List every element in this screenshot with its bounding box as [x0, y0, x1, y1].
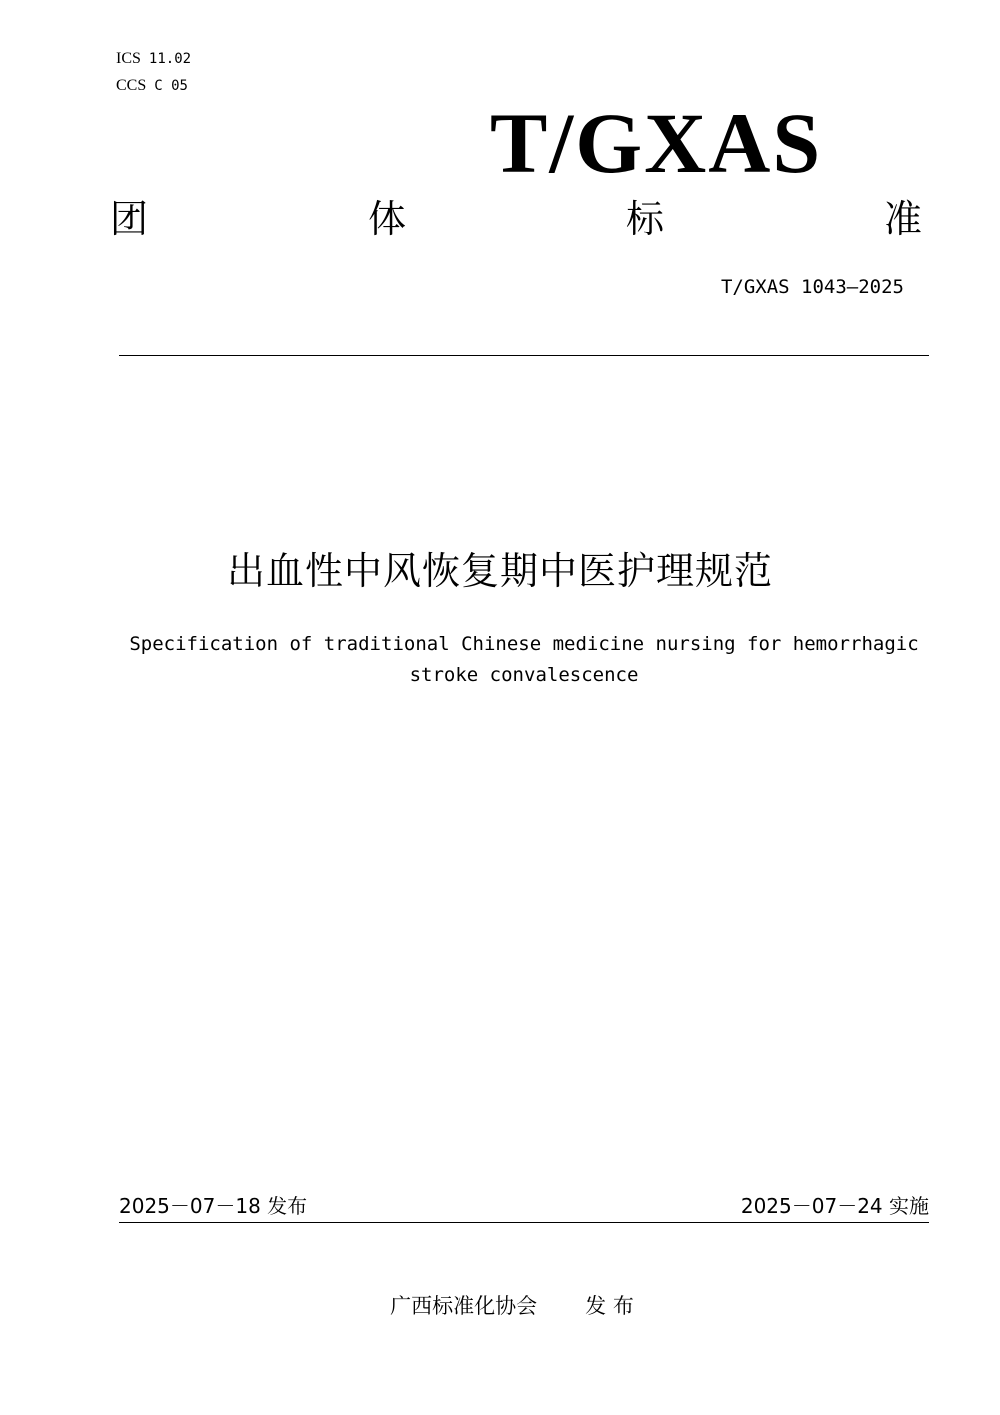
- publisher-line: [0, 1292, 1000, 1320]
- bottom-divider: [119, 1222, 929, 1223]
- english-title-line-1: Specification of traditional Chinese medicine nursing for hemorrhagic: [129, 633, 919, 655]
- english-title-line-2: stroke convalescence: [409, 664, 639, 686]
- standard-type-char: 准: [883, 197, 922, 241]
- ics-classification: [116, 49, 191, 68]
- implementation-date: 2025－07－24 实施: [740, 1194, 929, 1218]
- publisher-organization: 广西标准化协会: [390, 1294, 538, 1318]
- issue-date: 2025－07－18 发布: [119, 1194, 308, 1218]
- ccs-label: CCS: [116, 77, 147, 94]
- standard-type-char: 团: [110, 197, 149, 241]
- ccs-classification: [116, 76, 188, 95]
- standard-logo: T/GXAS: [490, 95, 823, 191]
- standard-type-heading: [110, 194, 922, 244]
- standard-type-char: 标: [625, 197, 664, 241]
- ics-code: 11.02: [148, 51, 192, 67]
- ics-label: ICS: [116, 50, 141, 67]
- ccs-code: C 05: [154, 78, 188, 94]
- publisher-action: 发 布: [585, 1294, 634, 1318]
- standard-number: T/GXAS 1043—2025: [720, 276, 904, 298]
- chinese-title: 出血性中风恢复期中医护理规范: [226, 549, 773, 593]
- top-divider: [119, 355, 929, 356]
- standard-type-char: 体: [367, 197, 406, 241]
